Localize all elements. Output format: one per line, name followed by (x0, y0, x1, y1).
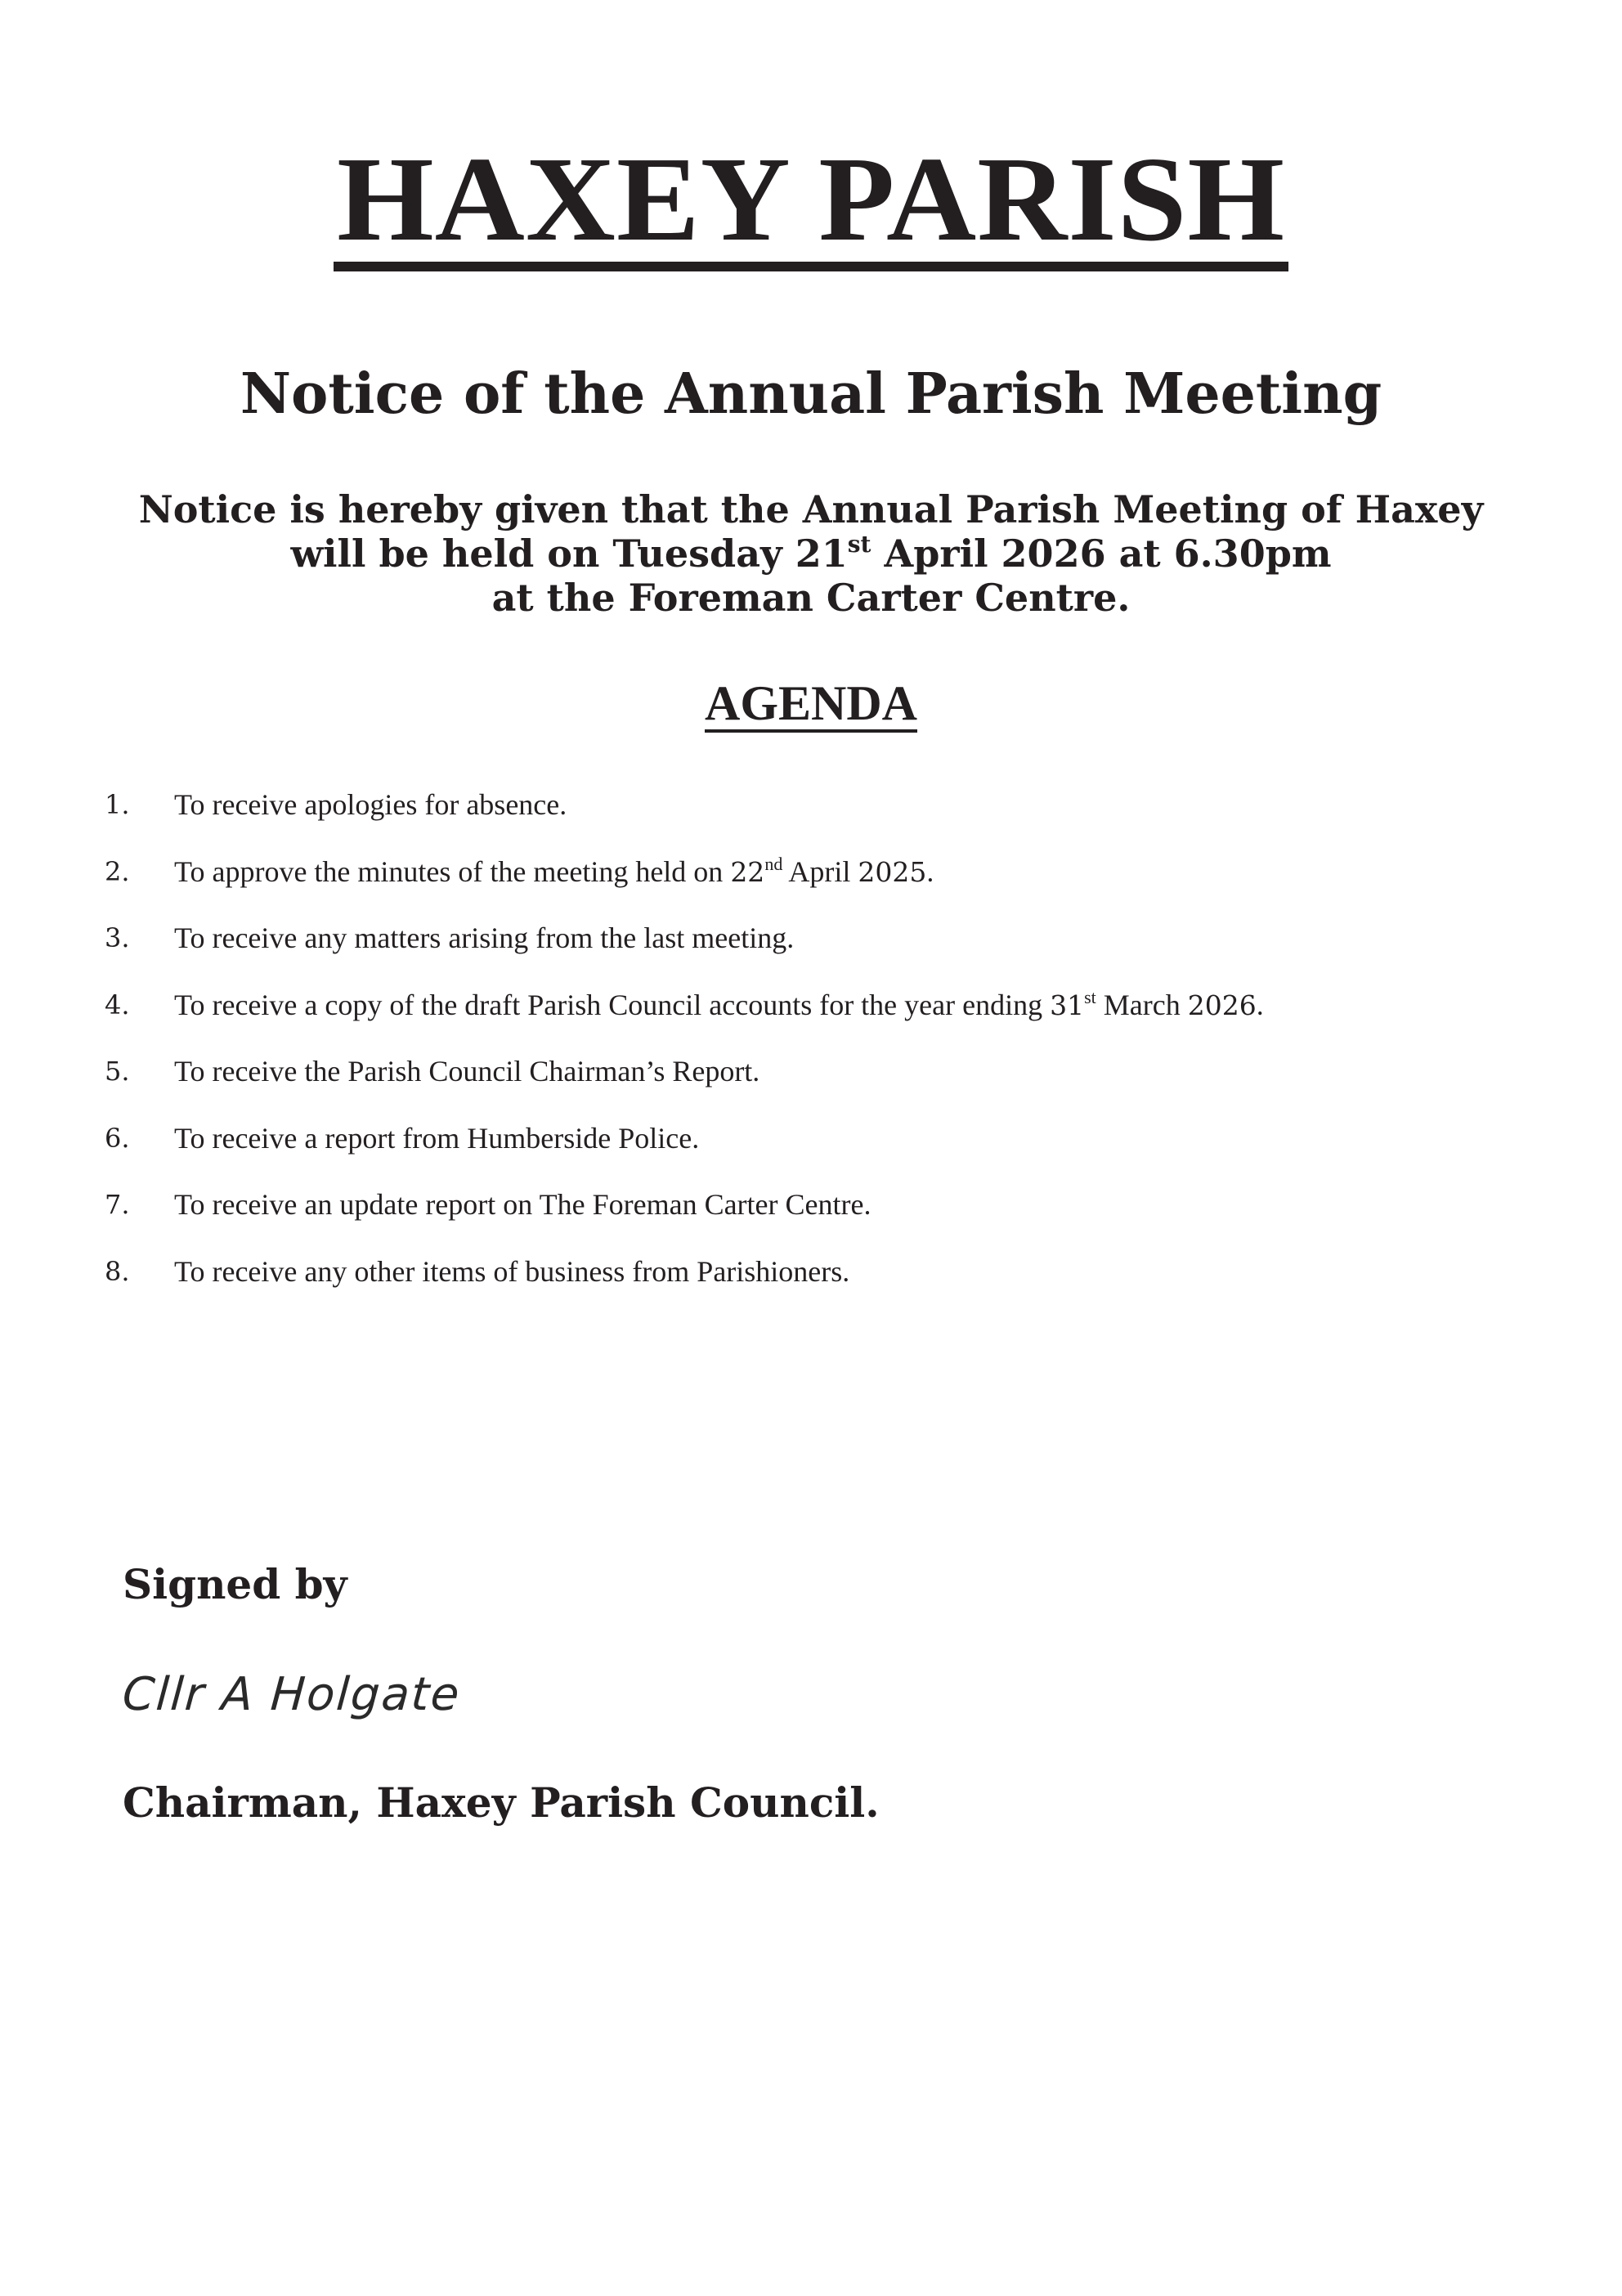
agenda-item-number: 7. (105, 1189, 130, 1220)
agenda-item (105, 920, 1527, 987)
agenda-item-period: . (926, 854, 934, 888)
agenda-item (105, 787, 1527, 854)
agenda-item (105, 987, 1527, 1054)
agenda-item-number: 6. (105, 1122, 130, 1154)
agenda-item-text: To receive any other items of business from Parishioners. (174, 1254, 850, 1288)
agenda-item-text: To receive a report from Humberside Police. (174, 1121, 700, 1155)
agenda-item-text: To receive apologies for absence. (174, 788, 567, 821)
notice-line-2 (0, 531, 1622, 576)
agenda-item-month: March (1096, 988, 1188, 1021)
agenda-item-day: 31 (1050, 989, 1085, 1021)
agenda-item-number: 4. (105, 989, 130, 1020)
notice-paragraph (0, 487, 1622, 620)
notice-line-2-ordinal: st (847, 531, 871, 558)
agenda-item-ordinal: st (1084, 986, 1096, 1007)
agenda-item-number: 8. (105, 1255, 130, 1287)
agenda-item-ordinal: nd (764, 853, 783, 874)
agenda-item-number: 3. (105, 922, 130, 953)
handwritten-signature: Cllr A Holgate (120, 1668, 463, 1721)
parish-title-text: HAXEY PARISH (334, 139, 1288, 271)
parish-title (0, 132, 1622, 271)
agenda-item-number: 1. (105, 789, 130, 820)
agenda-item (105, 854, 1527, 921)
notice-line-1: Notice is hereby given that the Annual Parish Meeting of Haxey (138, 487, 1484, 531)
agenda-item-month: April (782, 854, 858, 888)
agenda-item-text (174, 854, 934, 890)
agenda-item-day: 22 (730, 855, 765, 888)
agenda-item-period: . (1256, 988, 1264, 1021)
agenda-item-text-start: To approve the minutes of the meeting held on (174, 854, 731, 888)
agenda-item-text: To receive any matters arising from the last meeting. (174, 922, 795, 954)
agenda-heading (0, 676, 1622, 733)
agenda-item-text-start: To receive a copy of the draft Parish Council accounts for the year ending (174, 988, 1051, 1021)
agenda-item-number: 5. (105, 1056, 130, 1087)
agenda-item (105, 1120, 1527, 1187)
notice-line-3: at the Foreman Carter Centre. (491, 576, 1131, 620)
agenda-item-year: 2026 (1187, 989, 1257, 1021)
signed-by-label: Signed by (123, 1560, 347, 1608)
notice-line-2-start: will be held on Tuesday 21 (290, 531, 848, 576)
signatory-role: Chairman, Haxey Parish Council. (123, 1778, 880, 1827)
agenda-list (105, 787, 1527, 1320)
agenda-item-number: 2. (105, 855, 130, 887)
agenda-heading-text: AGENDA (705, 679, 917, 733)
agenda-item (105, 1253, 1527, 1321)
agenda-item (105, 1053, 1527, 1120)
agenda-item-year: 2025 (858, 855, 927, 888)
agenda-item-text: To receive an update report on The Foreman Carter Centre. (174, 1188, 871, 1221)
notice-line-2-end: April 2026 at 6.30pm (871, 531, 1332, 576)
notice-subtitle: Notice of the Annual Parish Meeting (240, 361, 1382, 427)
agenda-item-text: To receive the Parish Council Chairman’s Report. (174, 1055, 760, 1087)
agenda-item (105, 1186, 1527, 1253)
agenda-item-text (174, 987, 1264, 1024)
